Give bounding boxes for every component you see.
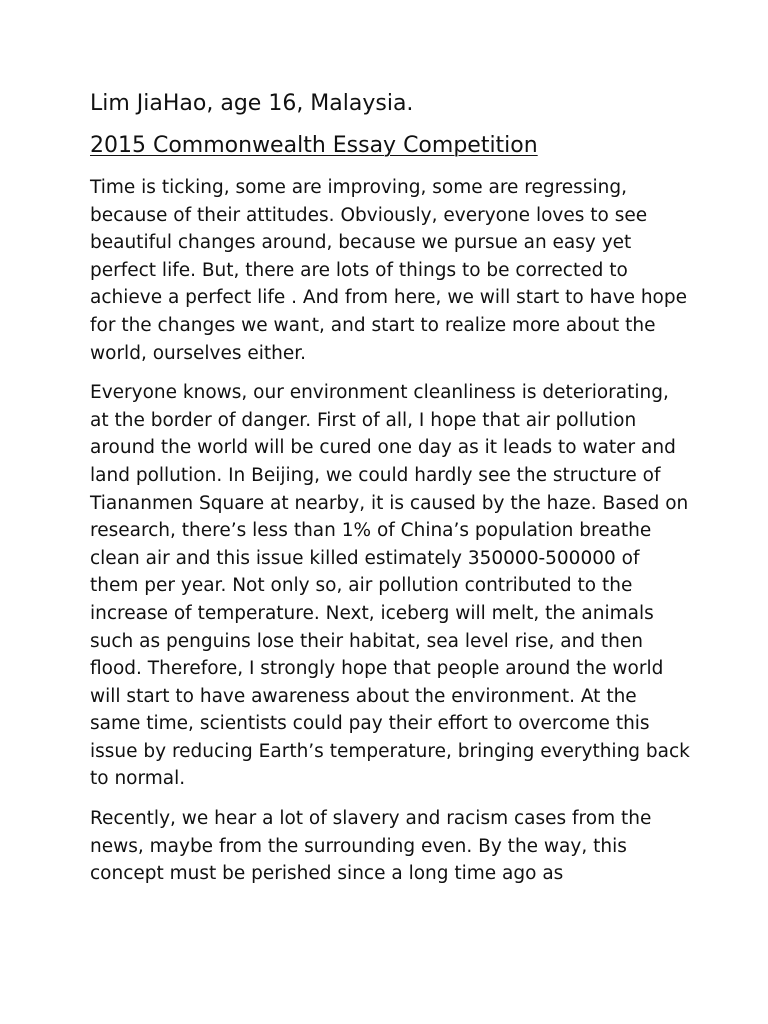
essay-title: 2015 Commonwealth Essay Competition bbox=[90, 133, 538, 158]
paragraph-slavery-racism: Recently, we hear a lot of slavery and racism cases from the news, maybe from the surrounding even. By the way, this concept must be perished since a long time ago as bbox=[90, 808, 652, 885]
author-line: Lim JiaHao, age 16, Malaysia. bbox=[90, 91, 414, 116]
paragraph-environment: Everyone knows, our environment cleanliness is deteriorating, at the border of danger. First of all, I hope that air pollution around the world will be cured one day as it leads to water and land pollution. In Beijing, we could hardly see the structure of Tiananmen Square at nearby, it is caused by the haze. Based on research, there’s less than 1% of China’s population breathe clean air and this issue killed estimately 350000-500000 of them per year. Not only so, air pollution contributed to the increase of temperature. Next, iceberg will melt, the animals such as penguins lose their habitat, sea level rise, and then flood. Therefore, I strongly hope that people around the world will start to have awareness about the environment. At the same time, scientists could pay their effort to overcome this issue by reducing Earth’s temperature, bringing everything back to normal. bbox=[90, 382, 690, 790]
document-page bbox=[90, 90, 690, 900]
paragraph-intro: Time is ticking, some are improving, some are regressing, because of their attitudes. Obviously, everyone loves to see beautiful changes around, because we pursue an easy yet perfect life. But, there are lots of things to be corrected to achieve a perfect life . And from here, we will start to have hope for the changes we want, and start to realize more about the world, ourselves either. bbox=[90, 177, 688, 364]
